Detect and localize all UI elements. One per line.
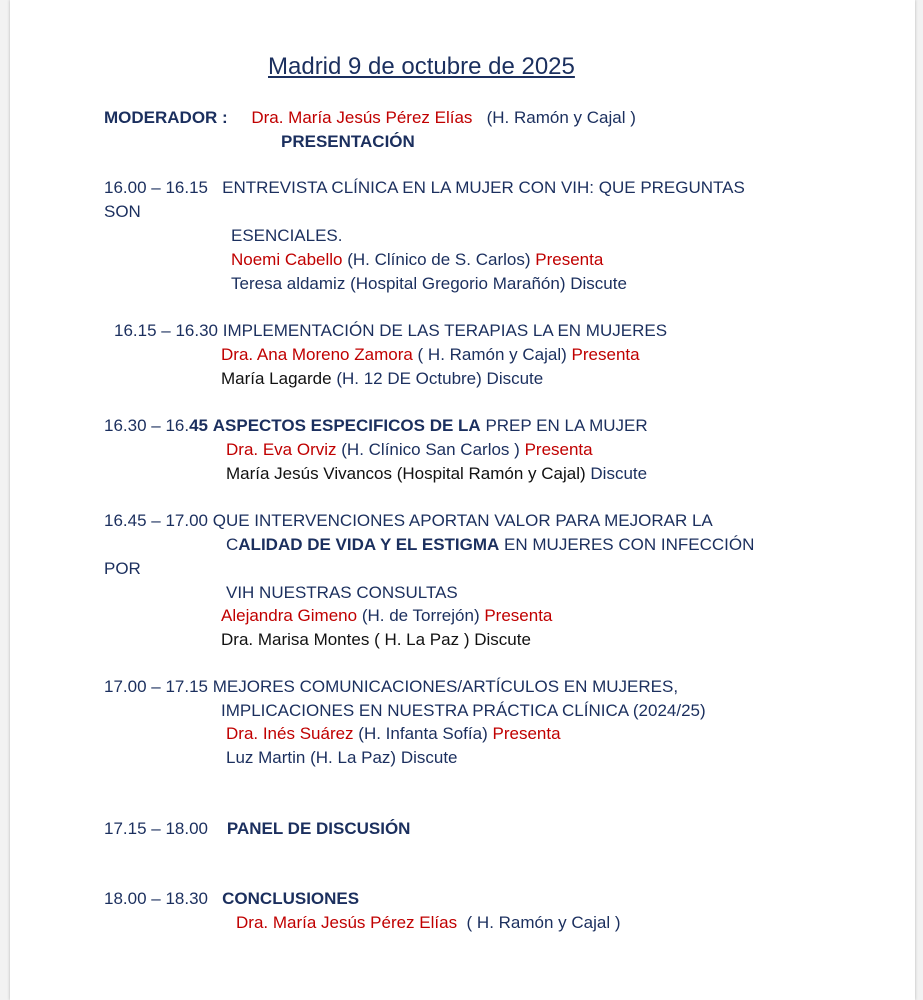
discussant-role: Discute (590, 464, 648, 483)
discussant-name: María Lagarde (221, 369, 332, 388)
session-3-time (104, 416, 208, 435)
session-5-heading (104, 676, 678, 698)
session-1-time: 16.00 – 16.15 (104, 178, 208, 197)
presenter-role: Presenta (484, 606, 553, 625)
presenter-role: Presenta (492, 724, 561, 743)
discussant-role: Discute (474, 630, 531, 649)
discussant-role: Discute (486, 369, 544, 388)
session-3-presenter (226, 439, 593, 461)
session-5-discussant (226, 747, 458, 769)
moderator-name: Dra. María Jesús Pérez Elías (251, 108, 473, 127)
session-5-time: 17.00 – 17.15 (104, 677, 208, 696)
discussant-hospital: (H. 12 DE Octubre) (336, 369, 482, 388)
session-4-heading (104, 510, 713, 532)
session-6-time: 17.15 – 18.00 (104, 819, 208, 838)
presenter-hospital: (H. Clínico San Carlos ) (341, 440, 520, 459)
moderator-line (104, 107, 636, 129)
session-1-discussant (231, 273, 627, 295)
discussant-name: María Jesús Vivancos (226, 464, 392, 483)
speaker-hospital: ( H. Ramón y Cajal ) (466, 913, 621, 932)
discussant-role: Discute (400, 748, 458, 767)
session-7-speaker (236, 912, 621, 934)
speaker-name: Dra. María Jesús Pérez Elías (236, 913, 458, 932)
session-1-heading (104, 177, 745, 199)
session-1-presenter (231, 249, 603, 271)
session-1-title-cont: SON (104, 202, 141, 221)
discussant-name: Teresa aldamiz (231, 274, 346, 293)
presenter-name: Noemi Cabello (231, 250, 343, 269)
presenter-hospital: ( H. Ramón y Cajal) (417, 345, 567, 364)
session-1-title-cont2: ESENCIALES. (231, 226, 343, 245)
discussant-hospital: (Hospital Gregorio Marañón) (350, 274, 566, 293)
presenter-hospital: (H. de Torrejón) (361, 606, 480, 625)
session-4-title-cont3: VIH NUESTRAS CONSULTAS (226, 583, 458, 602)
session-3-title: PREP EN LA MUJER (485, 416, 648, 435)
presenter-hospital: (H. Infanta Sofía) (358, 724, 488, 743)
session-4-time: 16.45 – 17.00 (104, 511, 208, 530)
session-3-time-start: 16.30 – 16. (104, 416, 190, 435)
session-2-title: IMPLEMENTACIÓN DE LAS TERAPIAS LA EN MUJERES (222, 321, 668, 340)
presenter-name: Dra. Eva Orviz (226, 440, 337, 459)
discussant-role: Discute (570, 274, 627, 293)
presenter-name: Dra. Inés Suárez (226, 724, 354, 743)
presentation-heading: PRESENTACIÓN (281, 132, 415, 151)
page-title: Madrid 9 de octubre de 2025 (268, 53, 575, 80)
session-6-title: PANEL DE DISCUSIÓN (226, 819, 411, 838)
title-bold: ALIDAD DE VIDA Y EL ESTIGMA (238, 535, 500, 554)
presenter-hospital: (H. Clínico de S. Carlos) (347, 250, 531, 269)
program-page (10, 0, 915, 1000)
session-4-discussant (221, 629, 531, 651)
session-7-title: CONCLUSIONES (222, 889, 360, 908)
presenter-role: Presenta (571, 345, 640, 364)
session-2-heading (114, 320, 667, 342)
session-3-time-end: 45 (189, 416, 208, 435)
moderator-label: MODERADOR : (104, 108, 228, 127)
presenter-name: Dra. Ana Moreno Zamora (221, 345, 413, 364)
presenter-role: Presenta (524, 440, 593, 459)
session-1-title: ENTREVISTA CLÍNICA EN LA MUJER CON VIH: QUE PREGUNTAS (222, 178, 745, 197)
session-4-title-cont2: POR (104, 559, 141, 578)
session-3-title-bold: ASPECTOS ESPECIFICOS DE LA (212, 416, 481, 435)
discussant-hospital: ( H. La Paz ) (374, 630, 470, 649)
presenter-role: Presenta (535, 250, 604, 269)
session-2-presenter (221, 344, 640, 366)
presenter-name: Alejandra Gimeno (221, 606, 358, 625)
title-rest: EN MUJERES CON INFECCIÓN (504, 535, 755, 554)
session-5-title: MEJORES COMUNICACIONES/ARTÍCULOS EN MUJERES, (212, 677, 679, 696)
discussant-name: Luz Martin (226, 748, 306, 767)
session-4-title: QUE INTERVENCIONES APORTAN VALOR PARA MEJORAR LA (212, 511, 713, 530)
title-initial: C (226, 535, 239, 554)
session-3-discussant (226, 463, 647, 485)
session-4-title-cont (226, 534, 754, 556)
session-6-heading (104, 818, 410, 840)
session-4-presenter (221, 605, 552, 627)
session-5-presenter (226, 723, 561, 745)
session-7-time: 18.00 – 18.30 (104, 889, 208, 908)
session-7-heading (104, 888, 359, 910)
discussant-name: Dra. Marisa Montes (221, 630, 370, 649)
discussant-hospital: (H. La Paz) (310, 748, 397, 767)
moderator-hospital: (H. Ramón y Cajal ) (486, 108, 636, 127)
discussant-hospital: (Hospital Ramón y Cajal) (396, 464, 586, 483)
session-5-title-cont: IMPLICACIONES EN NUESTRA PRÁCTICA CLÍNICA (2024/25) (221, 701, 706, 720)
session-2-discussant (221, 368, 543, 390)
session-2-time: 16.15 – 16.30 (114, 321, 218, 340)
session-3-heading (104, 415, 648, 437)
